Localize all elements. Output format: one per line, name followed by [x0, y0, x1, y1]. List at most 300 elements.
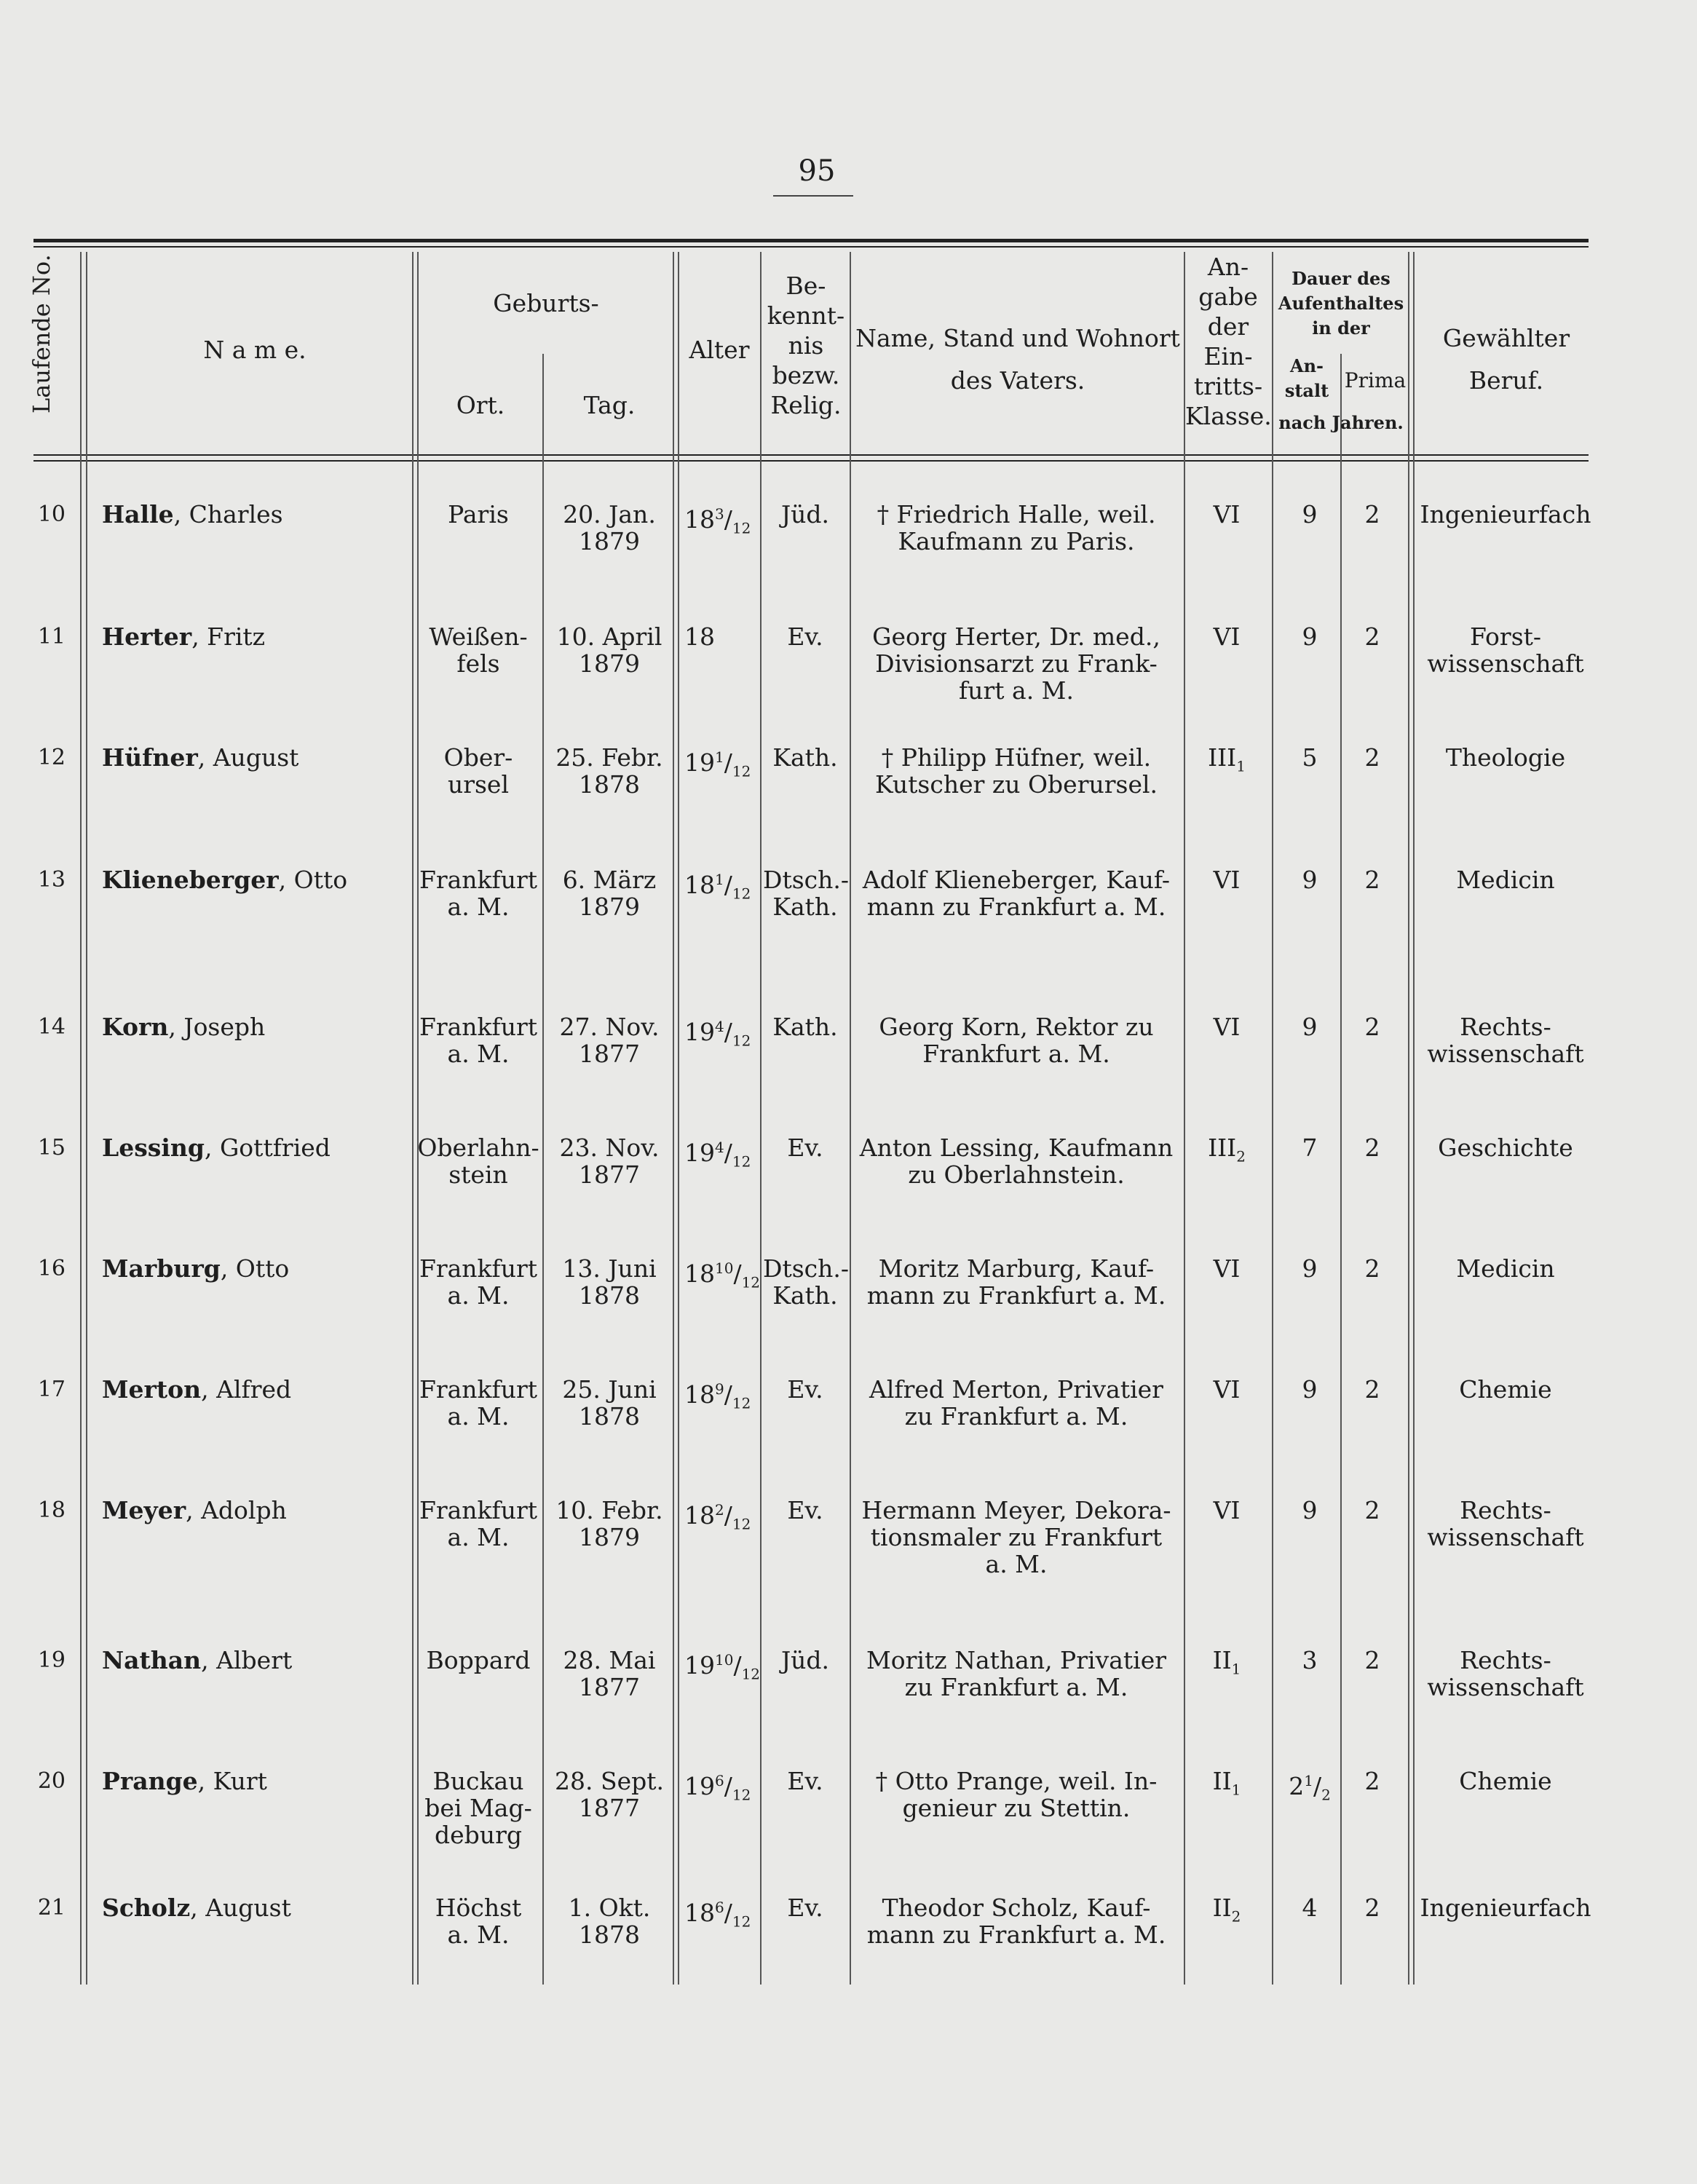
given-name: , Gottfried	[204, 1133, 331, 1162]
cell-line: 10. Febr.	[555, 1496, 663, 1524]
cell-line: Medicin	[1456, 1254, 1555, 1283]
chosen-profession	[1411, 1894, 1600, 1921]
father-info	[856, 744, 1176, 798]
cell-line: 1879	[579, 893, 640, 921]
entry-class	[1187, 866, 1267, 893]
fraction-slash: /	[1313, 1772, 1322, 1800]
years-in-prima: 2	[1364, 1496, 1380, 1524]
cell-line: 1878	[579, 1281, 640, 1310]
father-info	[856, 1134, 1176, 1188]
age-months: 2	[715, 1501, 724, 1519]
student-name	[102, 744, 408, 771]
header-eintritt	[1185, 252, 1271, 431]
entry-class	[1187, 1647, 1267, 1683]
cell-line: 13. Juni	[562, 1254, 657, 1283]
age-months: 9	[715, 1380, 724, 1398]
age-months: 6	[715, 1772, 724, 1789]
surname: Meyer	[102, 1496, 186, 1524]
surname: Lessing	[102, 1133, 205, 1162]
age-denominator: 12	[732, 762, 751, 780]
column-divider	[1272, 252, 1273, 1985]
cell-line: Chemie	[1459, 1767, 1552, 1795]
surname: Marburg	[102, 1254, 221, 1283]
age	[684, 1497, 757, 1538]
column-divider	[1408, 252, 1409, 1985]
cell-line: tionsmaler zu Frankfurt	[870, 1523, 1163, 1551]
father-info	[856, 1255, 1176, 1309]
age-denominator: 12	[732, 519, 751, 537]
cell-line: Oberlahn-	[417, 1133, 539, 1162]
age-months: 10	[715, 1651, 734, 1669]
cell-line: Kutscher zu Oberursel.	[874, 770, 1158, 799]
given-name: , August	[190, 1894, 291, 1922]
student-name	[102, 1013, 408, 1040]
cell-line: mann zu Frankfurt a. M.	[866, 893, 1166, 921]
cell-line: a. M.	[447, 893, 510, 921]
birth-date	[547, 1497, 671, 1551]
column-divider	[1340, 354, 1342, 1985]
religion	[763, 1013, 847, 1040]
cell-line: Rechts-	[1460, 1496, 1551, 1524]
given-name: , Kurt	[197, 1767, 267, 1795]
cell-line: 1877	[579, 1160, 640, 1189]
birth-place	[412, 1013, 545, 1067]
chosen-profession	[1411, 866, 1600, 893]
cell-line: Georg Herter, Dr. med.,	[872, 622, 1160, 651]
years-whole: 9	[1302, 866, 1318, 894]
header-text: Ein-	[1203, 342, 1253, 371]
age	[684, 1647, 761, 1688]
cell-line: mann zu Frankfurt a. M.	[866, 1281, 1166, 1310]
class-level: 2	[1231, 1907, 1241, 1926]
class-name: VI	[1213, 1496, 1241, 1524]
age-denominator: 12	[741, 1273, 761, 1291]
cell-line: 10. April	[556, 622, 662, 651]
row-number: 18	[37, 1497, 66, 1523]
header-text: tritts-	[1193, 372, 1263, 400]
header-rule-1	[33, 454, 1589, 456]
cell-line: Ev.	[787, 622, 823, 651]
header-text: in der	[1312, 317, 1370, 339]
religion	[763, 1894, 847, 1921]
student-name	[102, 1647, 408, 1674]
cell-line: zu Frankfurt a. M.	[904, 1402, 1128, 1431]
entry-class	[1187, 744, 1267, 780]
father-info	[856, 1376, 1176, 1430]
row-number: 10	[37, 502, 66, 527]
birth-date	[547, 1768, 671, 1821]
years-whole: 9	[1302, 500, 1318, 529]
birth-date	[547, 501, 671, 555]
years-fraction-num: 1	[1304, 1772, 1313, 1789]
page-number: 95	[798, 154, 836, 188]
cell-line: stein	[448, 1160, 508, 1189]
religion	[763, 1497, 847, 1524]
years-whole: 9	[1302, 1254, 1318, 1283]
class-name: II	[1212, 1767, 1232, 1795]
years-whole: 9	[1302, 622, 1318, 651]
cell-line: 6. März	[562, 866, 657, 894]
row-number: 14	[37, 1014, 66, 1040]
chosen-profession	[1411, 1013, 1600, 1067]
row-number: 16	[37, 1256, 66, 1281]
cell-line: Frankfurt	[419, 1254, 538, 1283]
header-geburts: Geburts-	[493, 289, 599, 317]
cell-line: ursel	[447, 770, 510, 799]
student-name	[102, 866, 408, 893]
fraction-slash: /	[724, 1501, 732, 1530]
father-info	[856, 1647, 1176, 1701]
class-name: VI	[1213, 1013, 1241, 1041]
chosen-profession	[1411, 1376, 1600, 1403]
fraction-slash: /	[733, 1651, 742, 1679]
father-info	[856, 1768, 1176, 1821]
entry-class	[1187, 1768, 1267, 1804]
cell-line: Moritz Marburg, Kauf-	[878, 1254, 1155, 1283]
age-denominator: 12	[732, 1394, 751, 1412]
entry-class	[1187, 1255, 1267, 1282]
father-info	[856, 1013, 1176, 1067]
surname: Halle	[102, 500, 174, 529]
header-rule-2	[33, 460, 1589, 462]
given-name: , Otto	[220, 1254, 290, 1283]
years-whole: 9	[1302, 1013, 1318, 1041]
given-name: , Joseph	[168, 1013, 266, 1041]
years-in-prima: 2	[1364, 1013, 1380, 1041]
age-months: 10	[715, 1259, 734, 1277]
cell-line: 28. Sept.	[555, 1767, 664, 1795]
cell-line: a. M.	[447, 1402, 510, 1431]
age-months: 1	[715, 748, 724, 766]
birth-date	[547, 1376, 671, 1430]
cell-line: 23. Nov.	[559, 1133, 660, 1162]
class-level: 2	[1236, 1147, 1246, 1166]
father-info	[856, 501, 1176, 555]
fraction-slash: /	[724, 1899, 732, 1927]
years-in-prima: 2	[1364, 1375, 1380, 1404]
class-name: VI	[1213, 1375, 1241, 1404]
header-text: kennt-	[767, 301, 845, 330]
cell-line: 1878	[579, 770, 640, 799]
fraction-slash: /	[724, 1380, 732, 1409]
age-denominator: 12	[741, 1665, 761, 1683]
cell-line: wissenschaft	[1427, 1673, 1584, 1701]
header-bekenntnis	[763, 271, 849, 420]
birth-date	[547, 744, 671, 798]
age-denominator: 12	[732, 1152, 751, 1171]
birth-place	[412, 501, 545, 528]
birth-date	[547, 1894, 671, 1948]
birth-place	[412, 1497, 545, 1551]
column-divider	[850, 252, 851, 1985]
birth-place	[412, 744, 545, 798]
years-whole: 9	[1302, 1496, 1318, 1524]
chosen-profession	[1411, 1497, 1600, 1551]
fraction-slash: /	[724, 1772, 732, 1800]
birth-date	[547, 1134, 671, 1188]
age-denominator: 12	[732, 1515, 751, 1533]
given-name: , Charles	[173, 500, 283, 529]
father-info	[856, 1894, 1176, 1948]
cell-line: Moritz Nathan, Privatier	[866, 1646, 1167, 1674]
cell-line: fels	[456, 649, 500, 678]
years-at-school	[1275, 1647, 1344, 1674]
years-whole: 4	[1302, 1894, 1318, 1922]
age-months: 3	[715, 505, 724, 523]
header-text: Gewählter	[1442, 324, 1570, 352]
cell-line: Frankfurt	[419, 866, 538, 894]
birth-place	[412, 1647, 545, 1674]
cell-line: deburg	[435, 1821, 522, 1849]
religion	[763, 623, 847, 650]
fraction-slash: /	[724, 1018, 732, 1046]
age-denominator: 12	[732, 885, 751, 903]
cell-line: Kath.	[772, 743, 838, 772]
header-text: stalt	[1284, 380, 1329, 401]
header-text: nis	[788, 331, 824, 360]
cell-line: wissenschaft	[1427, 1040, 1584, 1068]
cell-line: Ev.	[787, 1133, 823, 1162]
header-alter: Alter	[689, 336, 750, 364]
cell-line: Theodor Scholz, Kauf-	[882, 1894, 1151, 1922]
years-in-prima: 2	[1364, 500, 1380, 529]
cell-line: Jüd.	[780, 500, 830, 529]
column-divider	[678, 252, 679, 1985]
class-name: VI	[1213, 1254, 1241, 1283]
birth-date	[547, 1013, 671, 1067]
column-divider	[80, 252, 82, 1985]
age-months: 4	[715, 1139, 724, 1156]
years-whole: 9	[1302, 1375, 1318, 1404]
chosen-profession	[1411, 1768, 1600, 1795]
years-in-prima: 2	[1364, 622, 1380, 651]
cell-line: mann zu Frankfurt a. M.	[866, 1920, 1166, 1949]
entry-class	[1187, 1134, 1267, 1171]
row-number: 13	[37, 867, 66, 893]
years-at-school	[1275, 1768, 1344, 1809]
cell-line: 1879	[579, 527, 640, 555]
age-months: 4	[715, 1018, 724, 1035]
cell-line: Hermann Meyer, Dekora-	[861, 1496, 1171, 1524]
birth-place	[412, 1255, 545, 1309]
header-text: des Vaters.	[950, 366, 1085, 395]
header-tag: Tag.	[583, 391, 636, 419]
surname: Merton	[102, 1375, 202, 1404]
chosen-profession	[1411, 744, 1600, 771]
given-name: , Otto	[278, 866, 348, 894]
entry-class	[1187, 1894, 1267, 1931]
years-whole: 2	[1289, 1772, 1305, 1800]
cell-line: zu Frankfurt a. M.	[904, 1673, 1128, 1701]
cell-line: Kath.	[772, 1281, 838, 1310]
years-at-school	[1275, 1134, 1344, 1161]
years-in-prima: 2	[1364, 1254, 1380, 1283]
header-text: Klasse.	[1185, 402, 1272, 430]
cell-line: † Otto Prange, weil. In-	[875, 1767, 1158, 1795]
religion	[763, 501, 847, 528]
religion	[763, 866, 850, 921]
age-whole: 18	[684, 622, 715, 651]
cell-line: a. M.	[447, 1523, 510, 1551]
age	[684, 744, 757, 786]
years-in-prima: 2	[1364, 1767, 1380, 1795]
cell-line: Höchst	[435, 1894, 522, 1922]
header-anstalt	[1273, 354, 1340, 403]
entry-class	[1187, 623, 1267, 650]
cell-line: Boppard	[426, 1646, 531, 1674]
cell-line: 1877	[579, 1794, 640, 1822]
fraction-slash: /	[724, 505, 732, 534]
cell-line: 28. Mai	[563, 1646, 656, 1674]
given-name: , Alfred	[201, 1375, 292, 1404]
cell-line: furt a. M.	[959, 676, 1074, 705]
cell-line: genieur zu Stettin.	[902, 1794, 1131, 1822]
years-in-prima: 2	[1364, 1133, 1380, 1162]
cell-line: 25. Juni	[562, 1375, 657, 1404]
page-number-rule	[773, 195, 853, 197]
chosen-profession	[1411, 623, 1600, 677]
age-months: 1	[715, 871, 724, 888]
student-name	[102, 1894, 408, 1921]
class-level: 1	[1231, 1660, 1241, 1678]
age	[684, 623, 757, 650]
student-name	[102, 501, 408, 528]
cell-line: Ingenieurfach	[1420, 500, 1591, 529]
birth-date	[547, 623, 671, 677]
birth-place	[412, 623, 545, 677]
given-name: , Adolph	[186, 1496, 287, 1524]
age-denominator: 12	[732, 1786, 751, 1804]
top-thin-rule	[33, 246, 1589, 248]
cell-line: Frankfurt	[419, 1013, 538, 1041]
birth-place	[412, 1134, 545, 1188]
student-name	[102, 1376, 408, 1403]
cell-line: 27. Nov.	[559, 1013, 660, 1041]
years-at-school	[1275, 1376, 1344, 1403]
age	[684, 1255, 761, 1297]
class-name: VI	[1213, 622, 1241, 651]
column-divider	[673, 252, 674, 1985]
years-at-school	[1275, 623, 1344, 650]
class-level: 1	[1236, 757, 1246, 775]
father-info	[856, 1497, 1176, 1578]
birth-place	[412, 1376, 545, 1430]
cell-line: 1879	[579, 1523, 640, 1551]
cell-line: Rechts-	[1460, 1013, 1551, 1041]
years-whole: 3	[1302, 1646, 1318, 1674]
surname: Nathan	[102, 1646, 202, 1674]
cell-line: a. M.	[447, 1281, 510, 1310]
birth-date	[547, 866, 671, 920]
header-nach-jahren: nach Jahren.	[1278, 412, 1404, 433]
birth-place	[412, 1768, 545, 1848]
header-text: An-	[1207, 253, 1249, 281]
age	[684, 1894, 757, 1936]
chosen-profession	[1411, 1134, 1600, 1161]
age-whole: 19	[684, 1651, 715, 1679]
class-name: III	[1208, 743, 1237, 772]
cell-line: † Friedrich Halle, weil.	[877, 500, 1156, 529]
entry-class	[1187, 1013, 1267, 1040]
father-info	[856, 866, 1176, 920]
cell-line: wissenschaft	[1427, 1523, 1584, 1551]
cell-line: Ev.	[787, 1496, 823, 1524]
age	[684, 866, 757, 908]
age-whole: 19	[684, 1018, 715, 1046]
header-text: bezw.	[772, 361, 840, 389]
age-whole: 18	[684, 1380, 715, 1409]
years-in-prima: 2	[1364, 1894, 1380, 1922]
age-whole: 19	[684, 1139, 715, 1167]
age	[684, 1376, 757, 1417]
cell-line: 25. Febr.	[555, 743, 663, 772]
cell-line: Weißen-	[429, 622, 528, 651]
cell-line: Kaufmann zu Paris.	[898, 527, 1135, 555]
cell-line: 1. Okt.	[568, 1894, 651, 1922]
age-denominator: 12	[732, 1032, 751, 1050]
birth-date	[547, 1647, 671, 1701]
age	[684, 1768, 757, 1809]
header-text: der	[1207, 312, 1249, 341]
given-name: , August	[197, 743, 299, 772]
header-text: Beruf.	[1468, 366, 1544, 395]
student-name	[102, 1768, 408, 1795]
religion	[763, 1134, 847, 1161]
age	[684, 1134, 757, 1176]
religion	[763, 1376, 847, 1403]
class-name: II	[1212, 1894, 1232, 1922]
entry-class	[1187, 1376, 1267, 1403]
row-number: 21	[37, 1895, 66, 1920]
fraction-slash: /	[724, 748, 732, 777]
birth-place	[412, 1894, 545, 1948]
years-at-school	[1275, 1497, 1344, 1524]
row-number: 15	[37, 1135, 66, 1160]
cell-line: 1877	[579, 1673, 640, 1701]
years-at-school	[1275, 1013, 1344, 1040]
age-whole: 19	[684, 1772, 715, 1800]
cell-line: Ev.	[787, 1894, 823, 1922]
column-divider	[1184, 252, 1185, 1985]
cell-line: † Philipp Hüfner, weil.	[881, 743, 1152, 772]
cell-line: 1878	[579, 1402, 640, 1431]
age-whole: 18	[684, 505, 715, 534]
years-at-school	[1275, 866, 1344, 893]
header-vater	[853, 317, 1182, 402]
cell-line: Frankfurt a. M.	[922, 1040, 1110, 1068]
header-text: Relig.	[770, 391, 842, 419]
column-divider	[86, 252, 87, 1985]
cell-line: Dtsch.-	[763, 1254, 850, 1283]
age	[684, 1013, 757, 1055]
entry-class	[1187, 1497, 1267, 1524]
age-whole: 18	[684, 871, 715, 899]
top-thick-rule	[33, 239, 1589, 242]
age-whole: 18	[684, 1899, 715, 1927]
cell-line: Medicin	[1456, 866, 1555, 894]
cell-line: Kath.	[772, 893, 838, 921]
age-whole: 18	[684, 1259, 715, 1288]
class-name: III	[1208, 1133, 1237, 1162]
cell-line: Anton Lessing, Kaufmann	[859, 1133, 1174, 1162]
fraction-slash: /	[733, 1259, 742, 1288]
class-level: 1	[1231, 1781, 1241, 1799]
surname: Scholz	[102, 1894, 191, 1922]
cell-line: Divisionsarzt zu Frank-	[875, 649, 1158, 678]
student-name	[102, 623, 408, 650]
cell-line: Ev.	[787, 1375, 823, 1404]
age-denominator: 12	[732, 1912, 751, 1931]
